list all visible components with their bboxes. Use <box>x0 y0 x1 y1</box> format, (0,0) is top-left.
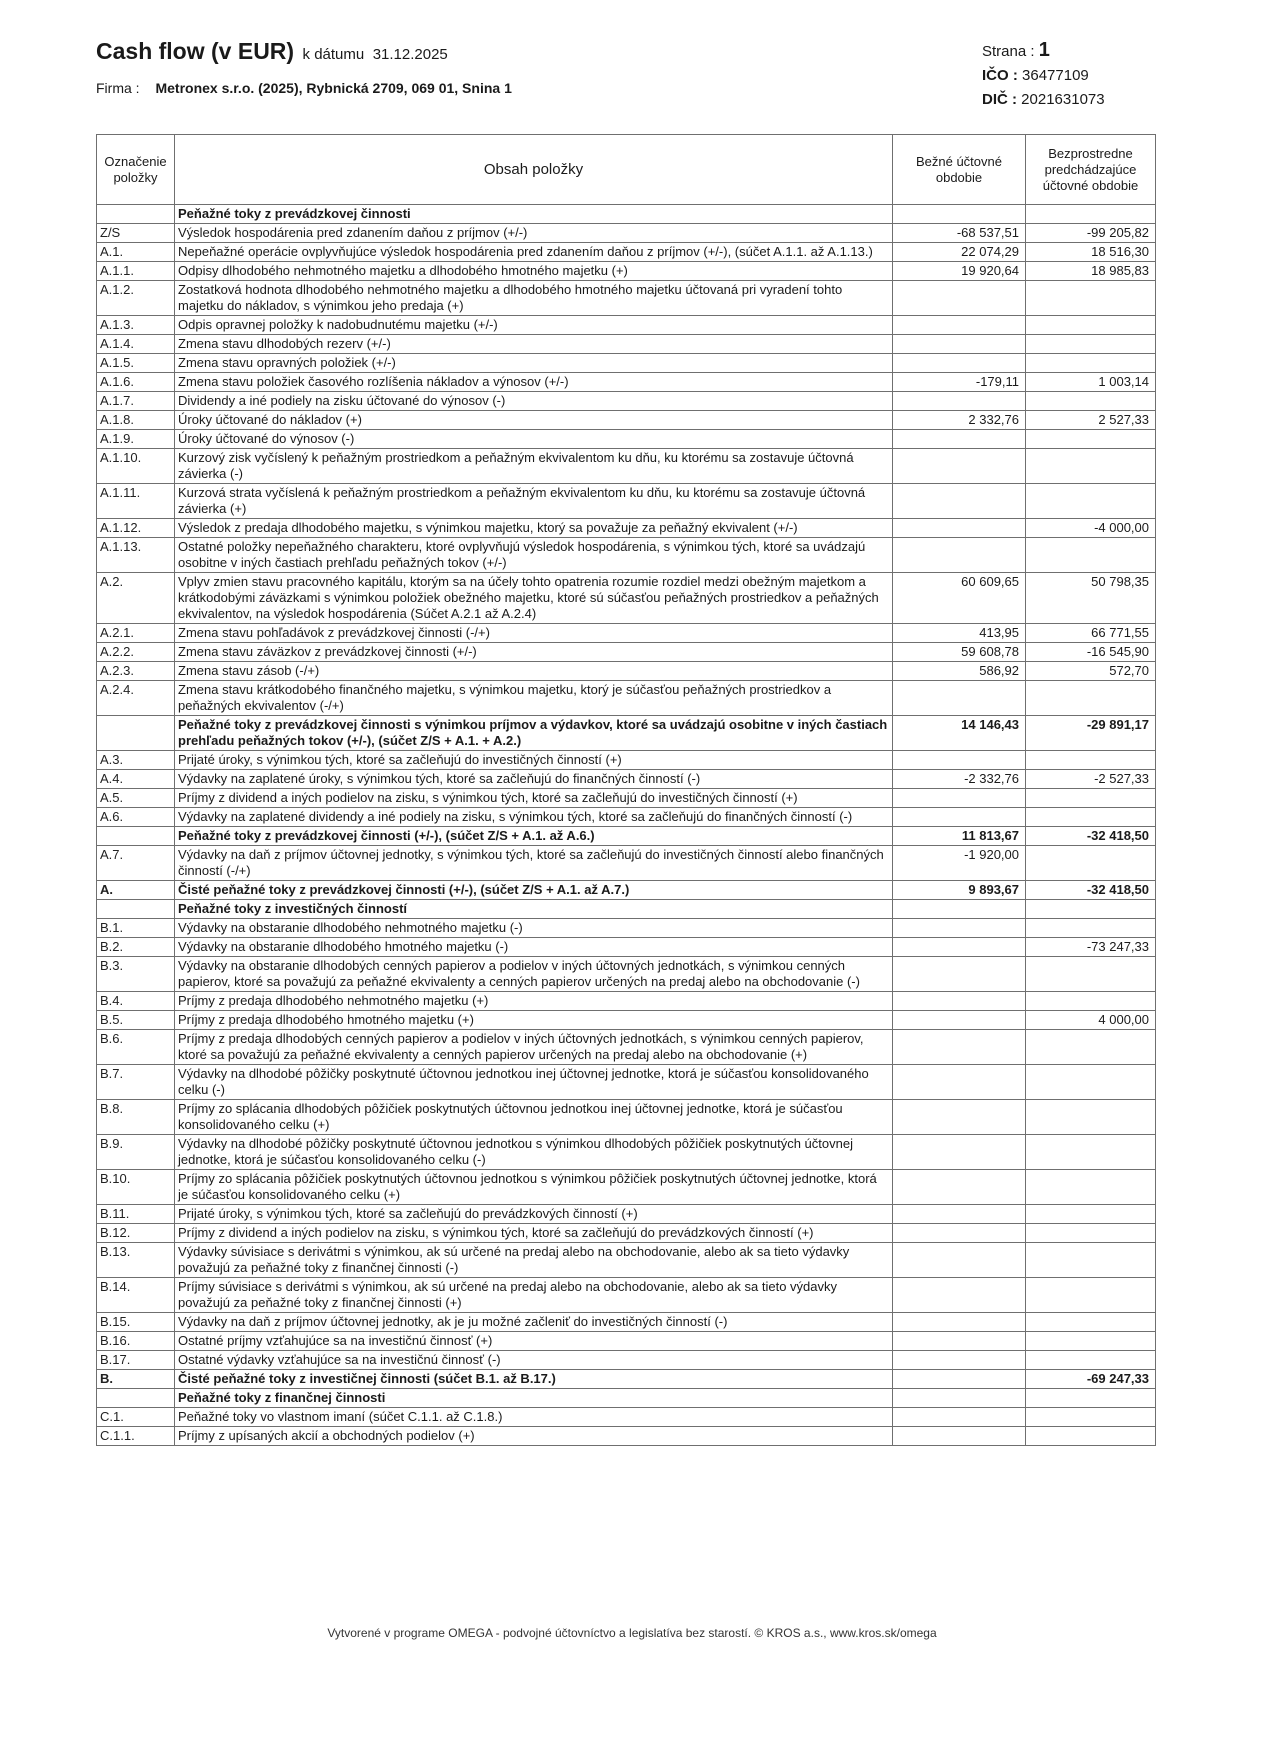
row-content: Príjmy súvisiace s derivátmi s výnimkou, ak sú určené na predaj alebo na obchodovanie, alebo ak sa tieto výdavky považujú za peňažné toky z finančnej činnosti (+) <box>175 1278 893 1313</box>
row-current-value <box>893 335 1026 354</box>
table-row <box>97 449 1156 484</box>
row-code: B.16. <box>97 1332 175 1351</box>
table-row <box>97 373 1156 392</box>
table-row <box>97 1332 1156 1351</box>
row-previous-value <box>1026 1205 1156 1224</box>
row-code: C.1. <box>97 1408 175 1427</box>
row-previous-value <box>1026 919 1156 938</box>
row-code: B.4. <box>97 992 175 1011</box>
row-previous-value <box>1026 1030 1156 1065</box>
row-previous-value <box>1026 1408 1156 1427</box>
row-content: Príjmy z upísaných akcií a obchodných podielov (+) <box>175 1427 893 1446</box>
row-previous-value: 50 798,35 <box>1026 573 1156 624</box>
table-row <box>97 411 1156 430</box>
row-code: A.2.4. <box>97 681 175 716</box>
row-code: B.14. <box>97 1278 175 1313</box>
row-content: Peňažné toky z prevádzkovej činnosti <box>175 205 893 224</box>
table-row <box>97 716 1156 751</box>
table-row <box>97 881 1156 900</box>
row-content: Zmena stavu položiek časového rozlíšenia nákladov a výnosov (+/-) <box>175 373 893 392</box>
row-previous-value <box>1026 1135 1156 1170</box>
table-row <box>97 846 1156 881</box>
row-code: A.1. <box>97 243 175 262</box>
row-current-value <box>893 354 1026 373</box>
table-row <box>97 573 1156 624</box>
row-previous-value <box>1026 1427 1156 1446</box>
row-code: A.1.8. <box>97 411 175 430</box>
row-content: Odpisy dlhodobého nehmotného majetku a dlhodobého hmotného majetku (+) <box>175 262 893 281</box>
row-content: Kurzová strata vyčíslená k peňažným prostriedkom a peňažným ekvivalentom ku dňu, ku ktorému sa zostavuje účtovná závierka (+) <box>175 484 893 519</box>
row-content: Zostatková hodnota dlhodobého nehmotného majetku a dlhodobého hmotného majetku účtovaná pri vyradení tohto majetku do nákladov, s výnimkou jeho predaja (+) <box>175 281 893 316</box>
row-code: B.2. <box>97 938 175 957</box>
row-current-value <box>893 1313 1026 1332</box>
row-current-value: 19 920,64 <box>893 262 1026 281</box>
table-row <box>97 624 1156 643</box>
table-row <box>97 224 1156 243</box>
row-content: Výsledok hospodárenia pred zdanením daňou z príjmov (+/-) <box>175 224 893 243</box>
row-code: B.12. <box>97 1224 175 1243</box>
table-row <box>97 1135 1156 1170</box>
row-code: Z/S <box>97 224 175 243</box>
table-row <box>97 1351 1156 1370</box>
table-row <box>97 1427 1156 1446</box>
row-code: B.10. <box>97 1170 175 1205</box>
row-code: B.9. <box>97 1135 175 1170</box>
row-current-value <box>893 938 1026 957</box>
row-content: Prijaté úroky, s výnimkou tých, ktoré sa začleňujú do investičných činností (+) <box>175 751 893 770</box>
row-previous-value: -32 418,50 <box>1026 881 1156 900</box>
row-content: Odpis opravnej položky k nadobudnutému majetku (+/-) <box>175 316 893 335</box>
row-current-value <box>893 1370 1026 1389</box>
row-previous-value: 66 771,55 <box>1026 624 1156 643</box>
row-content: Výdavky na zaplatené dividendy a iné podiely na zisku, s výnimkou tých, ktoré sa začleňujú do finančných činností (-) <box>175 808 893 827</box>
table-row <box>97 808 1156 827</box>
table-row <box>97 243 1156 262</box>
row-content: Ostatné položky nepeňažného charakteru, ktoré ovplyvňujú výsledok hospodárenia, s výnimkou tých, ktoré sa uvádzajú osobitne v iných častiach prehľadu peňažných tokov (+/-) <box>175 538 893 573</box>
row-content: Príjmy z dividend a iných podielov na zisku, s výnimkou tých, ktoré sa začleňujú do investičných činností (+) <box>175 789 893 808</box>
row-previous-value <box>1026 538 1156 573</box>
row-previous-value <box>1026 335 1156 354</box>
table-row <box>97 643 1156 662</box>
table-row <box>97 1243 1156 1278</box>
row-content: Peňažné toky z investičných činností <box>175 900 893 919</box>
row-content: Výdavky na daň z príjmov účtovnej jednotky, s výnimkou tých, ktoré sa začleňujú do investičných činností alebo finančných činností (-/+) <box>175 846 893 881</box>
row-code <box>97 205 175 224</box>
table-header-row <box>97 135 1156 205</box>
table-row <box>97 770 1156 789</box>
table-row <box>97 316 1156 335</box>
row-code: A.5. <box>97 789 175 808</box>
row-content: Príjmy z predaja dlhodobého nehmotného majetku (+) <box>175 992 893 1011</box>
row-code: B.8. <box>97 1100 175 1135</box>
row-current-value <box>893 919 1026 938</box>
row-previous-value: 4 000,00 <box>1026 1011 1156 1030</box>
cash-flow-table <box>96 134 1156 1446</box>
row-content: Zmena stavu zásob (-/+) <box>175 662 893 681</box>
dic-line <box>982 88 1105 112</box>
row-current-value <box>893 1170 1026 1205</box>
row-current-value: 2 332,76 <box>893 411 1026 430</box>
row-current-value <box>893 992 1026 1011</box>
table-row <box>97 681 1156 716</box>
row-current-value <box>893 1011 1026 1030</box>
row-code: A.6. <box>97 808 175 827</box>
footer-note: Vytvorené v programe OMEGA - podvojné účtovníctvo a legislatíva bez starostí. © KROS a.s., www.kros.sk/omega <box>327 1626 937 1640</box>
row-content: Príjmy zo splácania dlhodobých pôžičiek poskytnutých účtovnou jednotkou inej účtovnej jednotke, ktorá je súčasťou konsolidovaného celku (+) <box>175 1100 893 1135</box>
row-previous-value: 2 527,33 <box>1026 411 1156 430</box>
row-current-value <box>893 1351 1026 1370</box>
row-current-value <box>893 1065 1026 1100</box>
row-previous-value <box>1026 1351 1156 1370</box>
row-previous-value: -2 527,33 <box>1026 770 1156 789</box>
row-code: A.3. <box>97 751 175 770</box>
row-previous-value: -69 247,33 <box>1026 1370 1156 1389</box>
company-ids <box>982 38 1105 112</box>
row-content: Príjmy z dividend a iných podielov na zisku, s výnimkou tých, ktoré sa začleňujú do prevádzkových činností (+) <box>175 1224 893 1243</box>
ico-line <box>982 64 1105 88</box>
col-header-content: Obsah položky <box>175 135 893 205</box>
row-current-value <box>893 681 1026 716</box>
table-row <box>97 262 1156 281</box>
row-current-value <box>893 281 1026 316</box>
firma-value: Metronex s.r.o. (2025), Rybnická 2709, 069 01, Snina 1 <box>155 80 512 96</box>
row-current-value <box>893 1135 1026 1170</box>
row-code: B.7. <box>97 1065 175 1100</box>
row-previous-value <box>1026 1243 1156 1278</box>
row-previous-value <box>1026 1389 1156 1408</box>
table-row <box>97 1205 1156 1224</box>
row-code: A.4. <box>97 770 175 789</box>
row-current-value <box>893 1030 1026 1065</box>
table-row <box>97 354 1156 373</box>
row-previous-value <box>1026 1224 1156 1243</box>
row-code: B.1. <box>97 919 175 938</box>
row-previous-value: -16 545,90 <box>1026 643 1156 662</box>
row-previous-value: 1 003,14 <box>1026 373 1156 392</box>
row-previous-value <box>1026 681 1156 716</box>
row-previous-value <box>1026 808 1156 827</box>
row-code: C.1.1. <box>97 1427 175 1446</box>
row-content: Kurzový zisk vyčíslený k peňažným prostriedkom a peňažným ekvivalentom ku dňu, ku ktorému sa zostavuje účtovná závierka (-) <box>175 449 893 484</box>
ico-value: 36477109 <box>1022 67 1089 84</box>
row-current-value <box>893 1389 1026 1408</box>
row-previous-value <box>1026 205 1156 224</box>
row-current-value <box>893 430 1026 449</box>
row-current-value <box>893 538 1026 573</box>
row-current-value: 413,95 <box>893 624 1026 643</box>
row-code: A.1.5. <box>97 354 175 373</box>
row-previous-value <box>1026 1170 1156 1205</box>
row-content: Zmena stavu záväzkov z prevádzkovej činnosti (+/-) <box>175 643 893 662</box>
row-previous-value: -29 891,17 <box>1026 716 1156 751</box>
row-previous-value <box>1026 281 1156 316</box>
row-content: Príjmy zo splácania pôžičiek poskytnutých účtovnou jednotkou s výnimkou pôžičiek poskytnutých účtovnej jednotke, ktorá je súčasťou konsolidovaného celku (+) <box>175 1170 893 1205</box>
row-code: B.15. <box>97 1313 175 1332</box>
row-content: Výsledok z predaja dlhodobého majetku, s výnimkou majetku, ktorý sa považuje za peňažný ekvivalent (+/-) <box>175 519 893 538</box>
row-current-value <box>893 1243 1026 1278</box>
row-content: Výdavky na obstaranie dlhodobých cenných papierov a podielov v iných účtovných jednotkách, s výnimkou cenných papierov, ktoré sa považujú za peňažné ekvivalenty a cenných papierov určených na predaj alebo na obchodovanie (-) <box>175 957 893 992</box>
table-row <box>97 789 1156 808</box>
row-content: Zmena stavu opravných položiek (+/-) <box>175 354 893 373</box>
row-code: A.1.10. <box>97 449 175 484</box>
row-content: Čisté peňažné toky z investičnej činnosti (súčet B.1. až B.17.) <box>175 1370 893 1389</box>
row-previous-value <box>1026 392 1156 411</box>
strana-label: Strana : <box>982 43 1035 60</box>
row-code: A.1.4. <box>97 335 175 354</box>
row-code: A.1.13. <box>97 538 175 573</box>
table-row <box>97 519 1156 538</box>
col-header-current: Bežné účtovné obdobie <box>893 135 1026 205</box>
row-content: Úroky účtované do výnosov (-) <box>175 430 893 449</box>
row-previous-value <box>1026 1278 1156 1313</box>
row-content: Zmena stavu pohľadávok z prevádzkovej činnosti (-/+) <box>175 624 893 643</box>
table-row <box>97 1011 1156 1030</box>
row-current-value <box>893 519 1026 538</box>
table-row <box>97 1278 1156 1313</box>
row-current-value <box>893 957 1026 992</box>
table-row <box>97 1100 1156 1135</box>
row-previous-value <box>1026 316 1156 335</box>
row-content: Výdavky na zaplatené úroky, s výnimkou tých, ktoré sa začleňujú do finančných činností (-) <box>175 770 893 789</box>
row-current-value: -2 332,76 <box>893 770 1026 789</box>
row-current-value <box>893 449 1026 484</box>
row-content: Výdavky na obstaranie dlhodobého nehmotného majetku (-) <box>175 919 893 938</box>
row-code: A.1.7. <box>97 392 175 411</box>
row-previous-value <box>1026 354 1156 373</box>
page-number-line <box>982 38 1105 64</box>
date-label: k dátumu <box>302 46 365 63</box>
company-line <box>96 80 512 96</box>
row-content: Peňažné toky z prevádzkovej činnosti s výnimkou príjmov a výdavkov, ktoré sa uvádzajú osobitne v iných častiach prehľadu peňažných tokov (+/-), (súčet Z/S + A.1. + A.2.) <box>175 716 893 751</box>
row-current-value <box>893 1205 1026 1224</box>
row-previous-value: 18 516,30 <box>1026 243 1156 262</box>
row-code: B.17. <box>97 1351 175 1370</box>
row-current-value <box>893 1278 1026 1313</box>
row-content: Úroky účtované do nákladov (+) <box>175 411 893 430</box>
table-row <box>97 1389 1156 1408</box>
row-content: Príjmy z predaja dlhodobých cenných papierov a podielov v iných účtovných jednotkách, s výnimkou cenných papierov, ktoré sa považujú za peňažné ekvivalenty a cenných papierov určených na predaj alebo na obchodovanie (+) <box>175 1030 893 1065</box>
row-code: A.1.9. <box>97 430 175 449</box>
row-current-value: -68 537,51 <box>893 224 1026 243</box>
table-row <box>97 392 1156 411</box>
row-content: Príjmy z predaja dlhodobého hmotného majetku (+) <box>175 1011 893 1030</box>
row-content: Nepeňažné operácie ovplyvňujúce výsledok hospodárenia pred zdanením daňou z príjmov (+/-), (súčet A.1.1. až A.1.13.) <box>175 243 893 262</box>
row-code: A.1.11. <box>97 484 175 519</box>
row-current-value: 60 609,65 <box>893 573 1026 624</box>
row-current-value <box>893 484 1026 519</box>
row-content: Výdavky na dlhodobé pôžičky poskytnuté účtovnou jednotkou inej účtovnej jednotke, ktorá je súčasťou konsolidovaného celku (-) <box>175 1065 893 1100</box>
row-code: A.7. <box>97 846 175 881</box>
row-code <box>97 716 175 751</box>
row-current-value <box>893 205 1026 224</box>
dic-label: DIČ : <box>982 91 1017 108</box>
table-row <box>97 751 1156 770</box>
report-title <box>96 38 448 65</box>
row-code: A.2.3. <box>97 662 175 681</box>
row-code <box>97 900 175 919</box>
title-text: Cash flow (v EUR) <box>96 38 295 64</box>
row-content: Zmena stavu dlhodobých rezerv (+/-) <box>175 335 893 354</box>
row-code: A.1.12. <box>97 519 175 538</box>
row-code: A.2. <box>97 573 175 624</box>
row-previous-value <box>1026 751 1156 770</box>
row-previous-value <box>1026 957 1156 992</box>
firma-label: Firma : <box>96 80 140 96</box>
row-current-value <box>893 751 1026 770</box>
page-number: 1 <box>1038 39 1050 61</box>
row-code: B.3. <box>97 957 175 992</box>
row-current-value: -179,11 <box>893 373 1026 392</box>
table-row <box>97 1224 1156 1243</box>
table-row <box>97 662 1156 681</box>
row-content: Ostatné príjmy vzťahujúce sa na investičnú činnosť (+) <box>175 1332 893 1351</box>
table-row <box>97 919 1156 938</box>
cash-flow-rows <box>97 205 1156 1446</box>
table-row <box>97 957 1156 992</box>
row-previous-value <box>1026 449 1156 484</box>
row-previous-value <box>1026 430 1156 449</box>
table-row <box>97 900 1156 919</box>
row-previous-value: 572,70 <box>1026 662 1156 681</box>
row-code: B.5. <box>97 1011 175 1030</box>
row-code: A.1.1. <box>97 262 175 281</box>
row-previous-value: -4 000,00 <box>1026 519 1156 538</box>
row-previous-value <box>1026 846 1156 881</box>
table-row <box>97 1370 1156 1389</box>
dic-value: 2021631073 <box>1021 91 1105 108</box>
row-content: Čisté peňažné toky z prevádzkovej činnosti (+/-), (súčet Z/S + A.1. až A.7.) <box>175 881 893 900</box>
row-code: B. <box>97 1370 175 1389</box>
row-current-value: 11 813,67 <box>893 827 1026 846</box>
row-current-value <box>893 900 1026 919</box>
row-current-value: 9 893,67 <box>893 881 1026 900</box>
row-current-value <box>893 316 1026 335</box>
row-previous-value <box>1026 900 1156 919</box>
row-code: B.13. <box>97 1243 175 1278</box>
row-content: Výdavky na obstaranie dlhodobého hmotného majetku (-) <box>175 938 893 957</box>
row-content: Prijaté úroky, s výnimkou tých, ktoré sa začleňujú do prevádzkových činností (+) <box>175 1205 893 1224</box>
row-content: Peňažné toky z finančnej činnosti <box>175 1389 893 1408</box>
row-content: Peňažné toky vo vlastnom imaní (súčet C.1.1. až C.1.8.) <box>175 1408 893 1427</box>
row-code: B.6. <box>97 1030 175 1065</box>
table-row <box>97 430 1156 449</box>
table-row <box>97 992 1156 1011</box>
row-previous-value: -99 205,82 <box>1026 224 1156 243</box>
row-previous-value <box>1026 1332 1156 1351</box>
row-previous-value: -73 247,33 <box>1026 938 1156 957</box>
row-code: A.1.6. <box>97 373 175 392</box>
row-current-value <box>893 1332 1026 1351</box>
table-row <box>97 1065 1156 1100</box>
row-previous-value <box>1026 1313 1156 1332</box>
row-content: Výdavky na dlhodobé pôžičky poskytnuté účtovnou jednotkou s výnimkou dlhodobých pôžičiek poskytnutých účtovnej jednotke, ktorá je súčasťou konsolidovaného celku (-) <box>175 1135 893 1170</box>
row-previous-value <box>1026 789 1156 808</box>
table-row <box>97 281 1156 316</box>
row-previous-value <box>1026 992 1156 1011</box>
row-current-value: 59 608,78 <box>893 643 1026 662</box>
row-code: A.2.1. <box>97 624 175 643</box>
row-current-value <box>893 1408 1026 1427</box>
row-content: Výdavky na daň z príjmov účtovnej jednotky, ak je ju možné začleniť do investičných činností (-) <box>175 1313 893 1332</box>
row-current-value: 586,92 <box>893 662 1026 681</box>
row-code <box>97 1389 175 1408</box>
table-row <box>97 484 1156 519</box>
row-content: Peňažné toky z prevádzkovej činnosti (+/-), (súčet Z/S + A.1. až A.6.) <box>175 827 893 846</box>
table-row <box>97 205 1156 224</box>
row-previous-value: -32 418,50 <box>1026 827 1156 846</box>
row-previous-value: 18 985,83 <box>1026 262 1156 281</box>
row-current-value <box>893 1427 1026 1446</box>
row-current-value <box>893 1224 1026 1243</box>
table-row <box>97 938 1156 957</box>
row-current-value <box>893 808 1026 827</box>
row-content: Výdavky súvisiace s derivátmi s výnimkou, ak sú určené na predaj alebo na obchodovanie, alebo ak sa tieto výdavky považujú za peňažné toky z finančnej činnosti (-) <box>175 1243 893 1278</box>
report-date: 31.12.2025 <box>372 46 448 63</box>
row-current-value <box>893 789 1026 808</box>
col-header-previous: Bezprostredne predchádzajúce účtovné obdobie <box>1026 135 1156 205</box>
table-row <box>97 335 1156 354</box>
row-code <box>97 827 175 846</box>
row-code: A.1.2. <box>97 281 175 316</box>
row-code: B.11. <box>97 1205 175 1224</box>
row-current-value <box>893 392 1026 411</box>
table-row <box>97 1030 1156 1065</box>
row-code: A. <box>97 881 175 900</box>
row-content: Dividendy a iné podiely na zisku účtované do výnosov (-) <box>175 392 893 411</box>
row-current-value: -1 920,00 <box>893 846 1026 881</box>
row-current-value: 14 146,43 <box>893 716 1026 751</box>
row-content: Zmena stavu krátkodobého finančného majetku, s výnimkou majetku, ktorý je súčasťou peňažných prostriedkov a peňažných ekvivalentov (-/+) <box>175 681 893 716</box>
row-code: A.1.3. <box>97 316 175 335</box>
row-current-value <box>893 1100 1026 1135</box>
row-previous-value <box>1026 484 1156 519</box>
ico-label: IČO : <box>982 67 1018 84</box>
table-row <box>97 827 1156 846</box>
row-previous-value <box>1026 1100 1156 1135</box>
row-content: Vplyv zmien stavu pracovného kapitálu, ktorým sa na účely tohto opatrenia rozumie rozdiel medzi obežným majetkom a krátkodobými záväzkami s výnimkou položiek obežného majetku, ktoré sú súčasťou peňažných prostriedkov a peňažných ekvivalentov, na výsledok hospodárenia (Súčet A.2.1 až A.2.4) <box>175 573 893 624</box>
row-previous-value <box>1026 1065 1156 1100</box>
row-code: A.2.2. <box>97 643 175 662</box>
row-content: Ostatné výdavky vzťahujúce sa na investičnú činnosť (-) <box>175 1351 893 1370</box>
table-row <box>97 1408 1156 1427</box>
col-header-code: Označenie položky <box>97 135 175 205</box>
table-row <box>97 1313 1156 1332</box>
row-current-value: 22 074,29 <box>893 243 1026 262</box>
table-row <box>97 538 1156 573</box>
table-row <box>97 1170 1156 1205</box>
